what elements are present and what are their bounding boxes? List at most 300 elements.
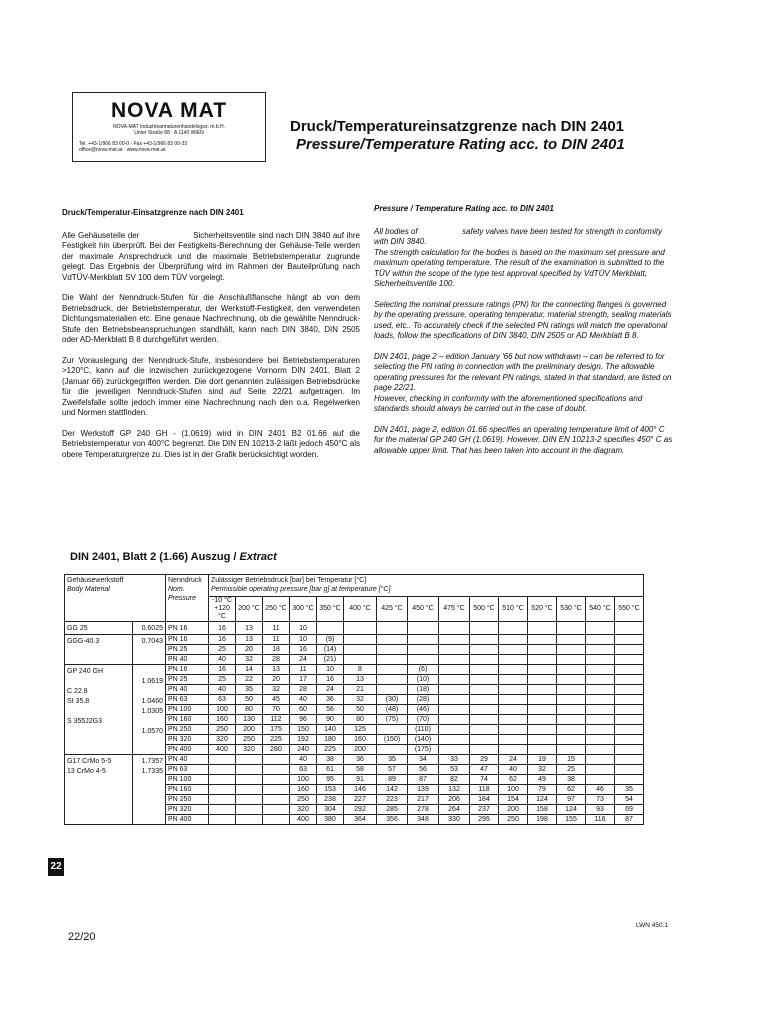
- pressure-value-cell: 45: [263, 695, 290, 705]
- pressure-value-cell: 63: [209, 695, 236, 705]
- pressure-value-cell: 100: [499, 785, 528, 795]
- pressure-value-cell: 160: [344, 735, 377, 745]
- pressure-value-cell: [499, 735, 528, 745]
- pressure-value-cell: 180: [317, 735, 344, 745]
- pressure-value-cell: [209, 755, 236, 765]
- header-nominal-pressure: [166, 575, 209, 622]
- pressure-value-cell: [528, 675, 557, 685]
- pressure-value-cell: 400: [290, 815, 317, 825]
- pressure-value-cell: 278: [408, 805, 439, 815]
- pressure-value-cell: (6): [408, 665, 439, 675]
- pressure-value-cell: 16: [290, 645, 317, 655]
- temperature-header: 250 °C: [263, 597, 290, 622]
- pressure-value-cell: [557, 735, 586, 745]
- pressure-value-cell: 380: [317, 815, 344, 825]
- pressure-value-cell: [528, 635, 557, 645]
- pressure-value-cell: 217: [408, 795, 439, 805]
- pressure-value-cell: [499, 675, 528, 685]
- table-row: [65, 622, 644, 635]
- pressure-value-cell: 200: [344, 745, 377, 755]
- pressure-value-cell: 198: [528, 815, 557, 825]
- temperature-header: 350 °C: [317, 597, 344, 622]
- pressure-value-cell: 250: [499, 815, 528, 825]
- pressure-value-cell: 24: [290, 655, 317, 665]
- page-title-german: Druck/Temperatureinsatzgrenze nach DIN 2401: [290, 118, 625, 135]
- pressure-value-cell: [499, 685, 528, 695]
- pressure-value-cell: [209, 785, 236, 795]
- pressure-value-cell: [586, 715, 615, 725]
- pressure-value-cell: 116: [586, 815, 615, 825]
- pressure-value-cell: 364: [344, 815, 377, 825]
- pressure-value-cell: [615, 775, 644, 785]
- pressure-value-cell: 40: [209, 655, 236, 665]
- pressure-value-cell: [586, 685, 615, 695]
- pressure-value-cell: 38: [557, 775, 586, 785]
- pressure-value-cell: [439, 635, 470, 645]
- pressure-value-cell: 200: [499, 805, 528, 815]
- nominal-pressure-cell: PN 40: [166, 755, 209, 765]
- temperature-header: 425 °C: [377, 597, 408, 622]
- pressure-value-cell: [439, 735, 470, 745]
- pressure-value-cell: 13: [236, 635, 263, 645]
- pressure-value-cell: 40: [290, 695, 317, 705]
- pressure-value-cell: 95: [317, 775, 344, 785]
- pressure-value-cell: 154: [499, 795, 528, 805]
- pressure-value-cell: [557, 715, 586, 725]
- pressure-value-cell: 54: [615, 795, 644, 805]
- pressure-value-cell: [470, 645, 499, 655]
- pressure-value-cell: [528, 745, 557, 755]
- pressure-value-cell: [344, 635, 377, 645]
- nominal-pressure-cell: PN 16: [166, 622, 209, 635]
- nominal-pressure-cell: PN 25: [166, 645, 209, 655]
- pressure-value-cell: 20: [263, 675, 290, 685]
- pressure-value-cell: [439, 745, 470, 755]
- pressure-value-cell: 11: [263, 622, 290, 635]
- pressure-value-cell: [377, 635, 408, 645]
- pressure-value-cell: 320: [209, 735, 236, 745]
- pressure-value-cell: [408, 635, 439, 645]
- pressure-value-cell: [499, 715, 528, 725]
- pressure-value-cell: [263, 815, 290, 825]
- pressure-value-cell: [377, 675, 408, 685]
- pressure-value-cell: [557, 622, 586, 635]
- table-title-text: DIN 2401, Blatt 2 (1.66) Auszug /: [70, 551, 240, 563]
- pressure-value-cell: [615, 695, 644, 705]
- pressure-value-cell: 15: [557, 755, 586, 765]
- pressure-value-cell: 87: [408, 775, 439, 785]
- pressure-value-cell: 69: [615, 805, 644, 815]
- pressure-value-cell: 91: [344, 775, 377, 785]
- page-number: 22/20: [68, 931, 96, 943]
- pressure-value-cell: 87: [615, 815, 644, 825]
- pressure-value-cell: 237: [470, 805, 499, 815]
- pressure-value-cell: [439, 665, 470, 675]
- german-paragraph: Zur Vorauslegung der Nenndruck-Stufe, insbesondere bei Betriebstemperaturen >120°C, kann auf die inzwischen zurückgezogene Vornorm DIN 2401, Blatt 2 (Januar 66) zurückgegriffen werden. Die dort genannten zulässigen Betriebsdrücke für die jeweiligen Nenndruck-Stufen sind auf Seite 22/21 aufgetragen. Im Zweifelsfalle sollte jedoch immer eine Nachrechnung nach den o.a. Regelwerken und Normen stattfinden.: [62, 355, 360, 417]
- pressure-value-cell: (46): [408, 705, 439, 715]
- material-number-cell: 0.7043: [132, 635, 165, 665]
- german-paragraph: Der Werkstoff GP 240 GH - (1.0619) wird in DIN 2401 B2 01.66 auf die Betriebstemperatur von 400°C begrenzt. Die DIN EN 10213-2 läßt jedoch 450°C als obere Temperaturgrenze zu. Dies ist in der Grafik berücksichtigt worden.: [62, 428, 360, 459]
- pressure-value-cell: [470, 655, 499, 665]
- german-text-column: [62, 208, 363, 470]
- pressure-value-cell: [209, 775, 236, 785]
- table-body: [65, 622, 644, 825]
- temperature-header: -10 °C +120 °C: [209, 597, 236, 622]
- pressure-value-cell: [439, 715, 470, 725]
- material-cell: G17 CrMo 5-5 13 CrMo 4-5: [65, 755, 133, 825]
- pressure-value-cell: 13: [344, 675, 377, 685]
- pressure-value-cell: 280: [263, 745, 290, 755]
- nominal-pressure-cell: PN 400: [166, 745, 209, 755]
- pressure-value-cell: [439, 622, 470, 635]
- pressure-value-cell: 58: [344, 765, 377, 775]
- pressure-value-cell: [470, 665, 499, 675]
- pressure-value-cell: 184: [470, 795, 499, 805]
- pressure-value-cell: 16: [209, 635, 236, 645]
- pressure-value-cell: 304: [317, 805, 344, 815]
- pressure-value-cell: 348: [408, 815, 439, 825]
- pressure-value-cell: 13: [236, 622, 263, 635]
- pressure-value-cell: [377, 745, 408, 755]
- english-heading: Pressure / Temperature Rating acc. to DIN 2401: [374, 204, 554, 213]
- pressure-value-cell: [557, 675, 586, 685]
- english-paragraph: DIN 2401, page 2 – edition January '66 but now withdrawn – can be referred to for selecting the PN rating in connection with the preliminary design. The allowable operating pressures for the relevant PN ratings, stated in that standard, are listed on page 22/21. However, checking in conformity with the aforementioned specifications and standards should always be carried out in the case of doubt.: [374, 351, 672, 413]
- pressure-value-cell: 28: [290, 685, 317, 695]
- nominal-pressure-cell: PN 63: [166, 695, 209, 705]
- pressure-value-cell: [615, 655, 644, 665]
- pressure-value-cell: (70): [408, 715, 439, 725]
- pressure-value-cell: (14): [317, 645, 344, 655]
- pressure-value-cell: 225: [263, 735, 290, 745]
- pressure-value-cell: 16: [317, 675, 344, 685]
- pressure-value-cell: [557, 745, 586, 755]
- pressure-value-cell: [586, 775, 615, 785]
- pressure-value-cell: 20: [236, 645, 263, 655]
- pressure-value-cell: [470, 745, 499, 755]
- table-title-italic: Extract: [239, 551, 277, 563]
- temperature-header: 450 °C: [408, 597, 439, 622]
- pressure-value-cell: [528, 645, 557, 655]
- pressure-value-cell: [408, 655, 439, 665]
- pressure-value-cell: 70: [263, 705, 290, 715]
- temperature-header: 400 °C: [344, 597, 377, 622]
- pressure-value-cell: 35: [377, 755, 408, 765]
- nominal-pressure-cell: PN 40: [166, 685, 209, 695]
- pressure-value-cell: [557, 665, 586, 675]
- pressure-value-cell: 34: [408, 755, 439, 765]
- pressure-value-cell: [528, 655, 557, 665]
- pressure-value-cell: [317, 622, 344, 635]
- pressure-value-cell: [528, 735, 557, 745]
- pressure-value-cell: 153: [317, 785, 344, 795]
- pressure-value-cell: [377, 725, 408, 735]
- pressure-value-cell: 35: [615, 785, 644, 795]
- pressure-value-cell: 53: [439, 765, 470, 775]
- pressure-value-cell: 150: [290, 725, 317, 735]
- pressure-value-cell: [557, 695, 586, 705]
- pressure-value-cell: 82: [439, 775, 470, 785]
- header-pn-en: Nom. Pressure: [168, 586, 197, 602]
- pressure-value-cell: [557, 635, 586, 645]
- pressure-value-cell: [586, 635, 615, 645]
- pressure-value-cell: 74: [470, 775, 499, 785]
- pressure-value-cell: 62: [499, 775, 528, 785]
- pressure-value-cell: [236, 815, 263, 825]
- english-paragraph: All bodies of safety valves have been tested for strength in conformity with DIN 3840. The strength calculation for the bodies is based on the maximum set pressure and maximum operating temperature. The result of the examination is submitted to the TÜV within the scope of the type test approval specified by VdTÜV Merkblatt, Sicherheitsventile 100.: [374, 226, 665, 288]
- pressure-value-cell: [470, 695, 499, 705]
- pressure-value-cell: [499, 655, 528, 665]
- nominal-pressure-cell: PN 160: [166, 785, 209, 795]
- table-title: [70, 551, 277, 563]
- temperature-header: 520 °C: [528, 597, 557, 622]
- pressure-value-cell: [499, 635, 528, 645]
- pressure-value-cell: [439, 645, 470, 655]
- pressure-value-cell: 238: [317, 795, 344, 805]
- pressure-value-cell: [263, 775, 290, 785]
- nominal-pressure-cell: PN 40: [166, 655, 209, 665]
- pressure-value-cell: 206: [439, 795, 470, 805]
- pressure-value-cell: [586, 675, 615, 685]
- pressure-value-cell: [586, 655, 615, 665]
- pressure-value-cell: (30): [377, 695, 408, 705]
- pressure-value-cell: 146: [344, 785, 377, 795]
- pressure-value-cell: [377, 655, 408, 665]
- pressure-value-cell: [408, 645, 439, 655]
- pressure-value-cell: [615, 735, 644, 745]
- pressure-value-cell: 89: [377, 775, 408, 785]
- pressure-value-cell: [209, 815, 236, 825]
- english-text-column: [374, 204, 674, 466]
- pressure-value-cell: [586, 665, 615, 675]
- nominal-pressure-cell: PN 160: [166, 715, 209, 725]
- temperature-header: 500 °C: [470, 597, 499, 622]
- pressure-value-cell: [586, 645, 615, 655]
- pressure-value-cell: [209, 795, 236, 805]
- pressure-value-cell: 10: [317, 665, 344, 675]
- pressure-value-cell: [470, 735, 499, 745]
- nominal-pressure-cell: PN 250: [166, 795, 209, 805]
- pressure-value-cell: [377, 645, 408, 655]
- pressure-value-cell: [615, 725, 644, 735]
- pressure-value-cell: [236, 755, 263, 765]
- pressure-value-cell: [528, 622, 557, 635]
- pressure-value-cell: [586, 695, 615, 705]
- material-cell: GG 25: [65, 622, 133, 635]
- pressure-value-cell: 60: [290, 705, 317, 715]
- pressure-value-cell: [377, 622, 408, 635]
- pressure-value-cell: 158: [528, 805, 557, 815]
- pressure-value-cell: 125: [344, 725, 377, 735]
- pressure-value-cell: [528, 665, 557, 675]
- pressure-value-cell: (110): [408, 725, 439, 735]
- pressure-value-cell: 292: [344, 805, 377, 815]
- pressure-value-cell: 28: [263, 655, 290, 665]
- pressure-value-cell: [263, 755, 290, 765]
- pressure-value-cell: [615, 675, 644, 685]
- german-paragraph: Alle Gehäuseteile der Sicherheitsventile sind nach DIN 3840 auf ihre Festigkeit hin überprüft. Bei der Festigkeits-Berechnung der Gehäuse-Teile werden der maximale Ansprechdruck und die maximale Betriebstemperatur zugrunde gelegt. Das Ergebnis der Überprüfung wird im Rahmen der Bauteilprüfung nach VdTÜV-Merkblatt SV 100 dem TÜV vorgelegt.: [62, 230, 363, 282]
- pressure-value-cell: 46: [586, 785, 615, 795]
- pressure-value-cell: 10: [290, 635, 317, 645]
- header-permissible-pressure: [209, 575, 644, 597]
- pressure-value-cell: 17: [290, 675, 317, 685]
- table-row: [65, 635, 644, 645]
- pressure-value-cell: 80: [344, 715, 377, 725]
- pressure-value-cell: [470, 675, 499, 685]
- pressure-value-cell: 24: [317, 685, 344, 695]
- pressure-value-cell: [439, 725, 470, 735]
- pressure-value-cell: 40: [209, 685, 236, 695]
- nominal-pressure-cell: PN 63: [166, 765, 209, 775]
- pressure-value-cell: [408, 622, 439, 635]
- pressure-value-cell: 285: [377, 805, 408, 815]
- pressure-value-cell: 227: [344, 795, 377, 805]
- pressure-value-cell: [470, 725, 499, 735]
- pressure-value-cell: 16: [209, 665, 236, 675]
- nominal-pressure-cell: PN 100: [166, 775, 209, 785]
- pressure-value-cell: 79: [528, 785, 557, 795]
- nominal-pressure-cell: PN 16: [166, 665, 209, 675]
- pressure-value-cell: [439, 655, 470, 665]
- pressure-value-cell: 47: [470, 765, 499, 775]
- pressure-value-cell: 56: [408, 765, 439, 775]
- nominal-pressure-cell: PN 16: [166, 635, 209, 645]
- pressure-value-cell: 225: [317, 745, 344, 755]
- pressure-value-cell: 155: [557, 815, 586, 825]
- temperature-header: 510 °C: [499, 597, 528, 622]
- pressure-value-cell: 25: [209, 645, 236, 655]
- pressure-value-cell: 73: [586, 795, 615, 805]
- pressure-value-cell: [615, 745, 644, 755]
- pressure-value-cell: 22: [236, 675, 263, 685]
- pressure-value-cell: [344, 645, 377, 655]
- pressure-value-cell: 80: [236, 705, 263, 715]
- nominal-pressure-cell: PN 320: [166, 735, 209, 745]
- pressure-value-cell: 36: [317, 695, 344, 705]
- pressure-value-cell: [263, 805, 290, 815]
- pressure-value-cell: 49: [528, 775, 557, 785]
- pressure-value-cell: [615, 665, 644, 675]
- pressure-value-cell: 21: [344, 685, 377, 695]
- pressure-value-cell: 33: [439, 755, 470, 765]
- pressure-value-cell: 13: [263, 665, 290, 675]
- pressure-value-cell: 160: [209, 715, 236, 725]
- pressure-value-cell: [615, 715, 644, 725]
- pressure-value-cell: 50: [236, 695, 263, 705]
- pressure-value-cell: (75): [377, 715, 408, 725]
- pressure-value-cell: [470, 685, 499, 695]
- pressure-value-cell: 19: [528, 755, 557, 765]
- pressure-value-cell: 124: [528, 795, 557, 805]
- pressure-value-cell: [615, 622, 644, 635]
- pressure-value-cell: 97: [557, 795, 586, 805]
- pressure-value-cell: 140: [317, 725, 344, 735]
- pressure-value-cell: 16: [209, 622, 236, 635]
- pressure-value-cell: (48): [377, 705, 408, 715]
- pressure-value-cell: 142: [377, 785, 408, 795]
- pressure-value-cell: [344, 655, 377, 665]
- pressure-value-cell: 295: [470, 815, 499, 825]
- pressure-value-cell: 32: [528, 765, 557, 775]
- pressure-value-cell: [557, 725, 586, 735]
- pressure-value-cell: [615, 765, 644, 775]
- pressure-value-cell: [586, 705, 615, 715]
- pressure-value-cell: [557, 705, 586, 715]
- pressure-value-cell: 100: [290, 775, 317, 785]
- pressure-value-cell: [470, 635, 499, 645]
- pressure-value-cell: 132: [439, 785, 470, 795]
- pressure-value-cell: 62: [557, 785, 586, 795]
- pressure-value-cell: (10): [408, 675, 439, 685]
- temperature-header: 530 °C: [557, 597, 586, 622]
- material-cell: GP 240 GH C 22.8 St 35.8 S 355J2G3: [65, 665, 133, 755]
- pressure-value-cell: 264: [439, 805, 470, 815]
- document-code: LWN 450.1: [636, 922, 669, 929]
- pressure-value-cell: 400: [209, 745, 236, 755]
- pressure-value-cell: [615, 755, 644, 765]
- pressure-value-cell: 330: [439, 815, 470, 825]
- temperature-header: 475 °C: [439, 597, 470, 622]
- pressure-value-cell: 200: [236, 725, 263, 735]
- pressure-value-cell: 250: [236, 735, 263, 745]
- pressure-value-cell: [615, 705, 644, 715]
- pressure-value-cell: [499, 745, 528, 755]
- table-row: [65, 665, 644, 675]
- pressure-value-cell: 56: [317, 705, 344, 715]
- pressure-value-cell: [236, 765, 263, 775]
- pressure-value-cell: [615, 685, 644, 695]
- material-number-cell: 0.6025: [132, 622, 165, 635]
- nominal-pressure-cell: PN 250: [166, 725, 209, 735]
- pressure-value-cell: [499, 725, 528, 735]
- pressure-value-cell: 118: [470, 785, 499, 795]
- pressure-value-cell: 11: [263, 635, 290, 645]
- pressure-value-cell: 320: [236, 745, 263, 755]
- pressure-value-cell: 320: [290, 805, 317, 815]
- pressure-value-cell: 61: [317, 765, 344, 775]
- pressure-value-cell: [439, 705, 470, 715]
- pressure-value-cell: [236, 775, 263, 785]
- pressure-value-cell: [586, 725, 615, 735]
- pressure-value-cell: 112: [263, 715, 290, 725]
- pressure-value-cell: [528, 725, 557, 735]
- pressure-value-cell: [236, 785, 263, 795]
- pressure-value-cell: 25: [557, 765, 586, 775]
- pressure-value-cell: (150): [377, 735, 408, 745]
- temperature-header: 540 °C: [586, 597, 615, 622]
- pressure-value-cell: (140): [408, 735, 439, 745]
- pressure-value-cell: [236, 805, 263, 815]
- pressure-value-cell: [528, 695, 557, 705]
- pressure-value-cell: [586, 765, 615, 775]
- pressure-value-cell: [557, 685, 586, 695]
- pressure-value-cell: [586, 622, 615, 635]
- nominal-pressure-cell: PN 25: [166, 675, 209, 685]
- material-number-cell: 1.0619 1.0460 1.0305 1.0570: [132, 665, 165, 755]
- pressure-value-cell: (9): [317, 635, 344, 645]
- pressure-value-cell: 40: [499, 765, 528, 775]
- pressure-value-cell: [499, 645, 528, 655]
- pressure-value-cell: [439, 675, 470, 685]
- pressure-value-cell: 90: [317, 715, 344, 725]
- nominal-pressure-cell: PN 100: [166, 705, 209, 715]
- company-contact: Tel. +43-1/966 83 00-0 · Fax +43-1/966 83 00-33 office@nova-mat.at · www.nova-mat.at: [79, 141, 188, 153]
- pressure-value-cell: 250: [290, 795, 317, 805]
- pressure-value-cell: [209, 805, 236, 815]
- pressure-value-cell: [499, 705, 528, 715]
- pressure-value-cell: 38: [317, 755, 344, 765]
- pressure-value-cell: [499, 622, 528, 635]
- pressure-value-cell: [236, 795, 263, 805]
